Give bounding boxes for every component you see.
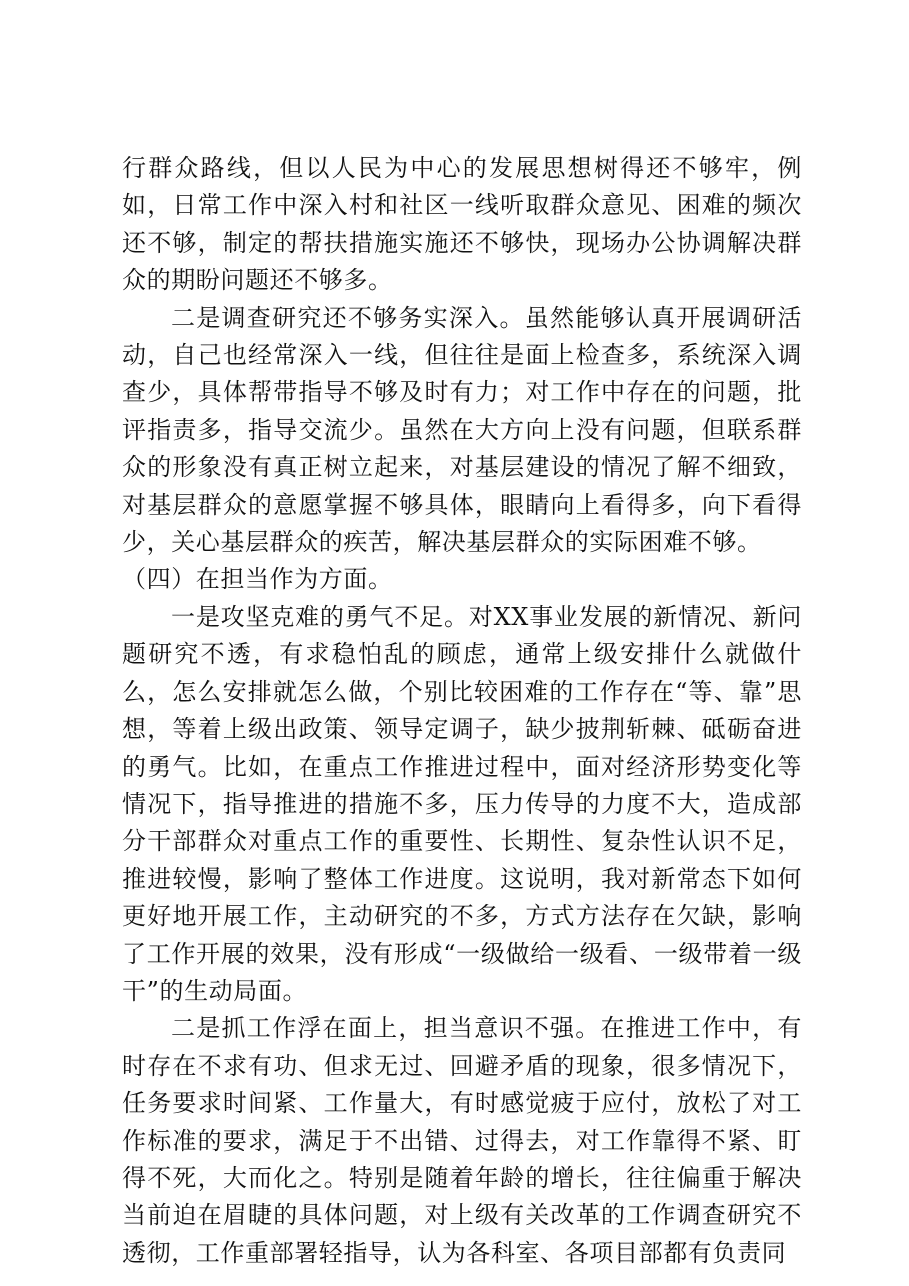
section-heading-responsibility: （四）在担当作为方面。 <box>122 565 393 594</box>
paragraph-work-surface: 二是抓工作浮在面上，担当意识不强。在推进工作中，有时存在不求有功、但求无过、回避矛盾的现象，很多情况下，任务要求时间紧、工作量大，有时感觉疲于应付，放松了对工作标准的要求，满足于不出错、过得去，对工作靠得不紧、盯得不死，大而化之。特别是随着年龄的增长，往往偏重于解决当前迫在眉睫的具体问题，对上级有关改革的工作调查研究不透彻，工作重部署轻指导，认为各科室、各项目部都有负责同 <box>122 1014 802 1267</box>
paragraph-courage: 一是攻坚克难的勇气不足。对XX事业发展的新情况、新问题研究不透，有求稳怕乱的顾虑，通常上级安排什么就做什么，怎么安排就怎么做，个别比较困难的工作存在“等、靠”思想，等着上级出政策、领导定调子，缺少披荆斩棘、砥砺奋进的勇气。比如，在重点工作推进过程中，面对经济形势变化等情况下，指导推进的措施不多，压力传导的力度不大，造成部分干部群众对重点工作的重要性、长期性、复杂性认识不足，推进较慢，影响了整体工作进度。这说明，我对新常态下如何更好地开展工作，主动研究的不多，方式方法存在欠缺，影响了工作开展的效果，没有形成“一级做给一级看、一级带着一级干”的生动局面。 <box>122 602 802 1005</box>
paragraph-mass-line: 行群众路线，但以人民为中心的发展思想树得还不够牢，例如，日常工作中深入村和社区一线听取群众意见、困难的频次还不够，制定的帮扶措施实施还不够快，现场办公协调解决群众的期盼问题还不够多。 <box>122 154 802 295</box>
paragraph-research: 二是调查研究还不够务实深入。虽然能够认真开展调研活动，自己也经常深入一线，但往往是面上检查多，系统深入调查少，具体帮带指导不够及时有力；对工作中存在的问题，批评指责多，指导交流少。虽然在大方向上没有问题，但联系群众的形象没有真正树立起来，对基层建设的情况了解不细致，对基层群众的意愿掌握不够具体，眼睛向上看得多，向下看得少，关心基层群众的疾苦，解决基层群众的实际困难不够。 <box>122 303 802 557</box>
document-body <box>122 150 802 1272</box>
